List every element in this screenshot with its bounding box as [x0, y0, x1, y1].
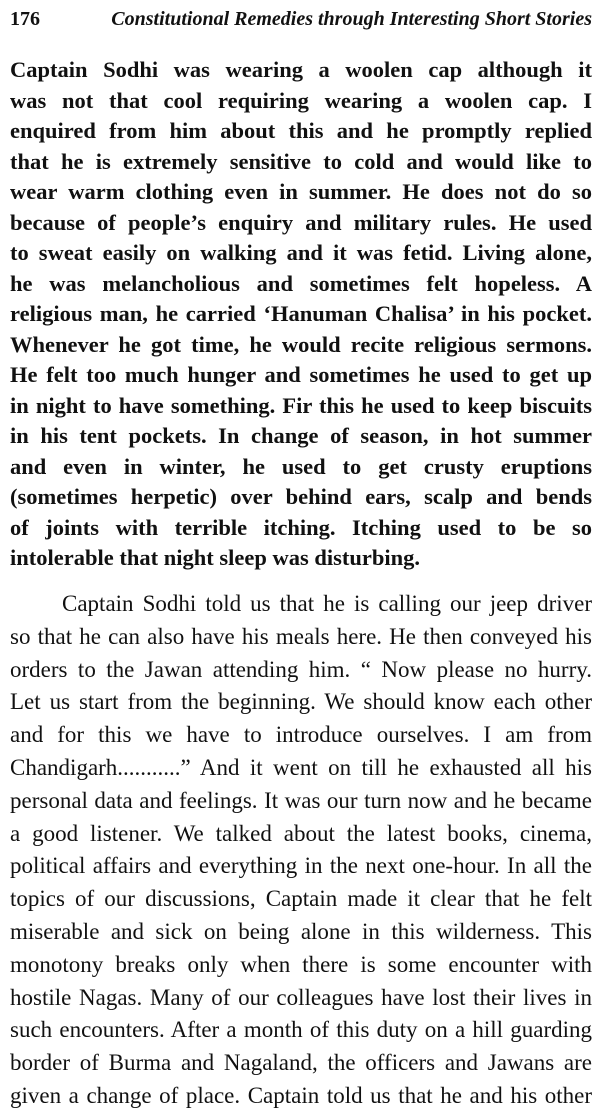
text-line: political affairs and everything in the next one-hour. In all the — [10, 853, 592, 879]
text-line: enquired from him about this and he promptly replied — [10, 118, 592, 143]
text-line: to sweat easily on walking and it was fetid. Living alone, — [10, 240, 592, 265]
text-line: was not that cool requiring wearing a woolen cap. I — [10, 87, 592, 113]
text-line: wear warm clothing even in summer. He does not do so — [10, 179, 592, 204]
text-line: topics of our discussions, Captain made it clear that he felt — [10, 886, 592, 912]
text-line: border of Burma and Nagaland, the officers and Jawans are — [10, 1050, 592, 1076]
text-line: religious man, he carried ‘Hanuman Chalisa’ in his pocket. — [10, 301, 592, 326]
text-line: Whenever he got time, he would recite religious sermons. — [10, 331, 592, 357]
text-line: such encounters. After a month of this duty on a hill guarding — [10, 1017, 592, 1043]
running-header — [10, 6, 592, 32]
text-line: Captain Sodhi told us that he is calling our jeep driver — [62, 591, 592, 616]
text-line: Let us start from the beginning. We should know each other — [10, 689, 592, 715]
text-line: He felt too much hunger and sometimes he used to get up — [10, 362, 592, 387]
text-line: so that he can also have his meals here. He then conveyed his — [10, 623, 592, 649]
text-line: given a change of place. Captain told us that he and his other — [10, 1082, 592, 1108]
text-line: (sometimes herpetic) over behind ears, scalp and bends — [10, 484, 592, 509]
text-line: Chandigarh...........” And it went on till he exhausted all his — [10, 754, 592, 780]
text-line: of joints with terrible itching. Itching used to be so — [10, 514, 592, 540]
text-line: because of people’s enquiry and military rules. He used — [10, 209, 592, 235]
page-number: 176 — [10, 8, 40, 30]
text-line: and even in winter, he used to get crusty eruptions — [10, 453, 592, 479]
text-line: he was melancholious and sometimes felt hopeless. A — [10, 270, 592, 296]
text-line: intolerable that night sleep was disturbing. — [10, 545, 421, 570]
text-line: in his tent pockets. In change of season, in hot summer — [10, 423, 592, 448]
text-line: a good listener. We talked about the latest books, cinema, — [10, 820, 592, 846]
text-line: and for this we have to introduce ourselves. I am from — [10, 722, 592, 748]
text-line: orders to the Jawan attending him. “ Now please no hurry. — [10, 656, 592, 682]
text-line: personal data and feelings. It was our turn now and he became — [10, 787, 592, 813]
running-title: Constitutional Remedies through Interesting Short Stories — [111, 8, 592, 30]
text-line: Captain Sodhi was wearing a woolen cap although it — [10, 57, 592, 82]
text-line: in night to have something. Fir this he used to keep biscuits — [10, 392, 592, 418]
text-line: miserable and sick on being alone in this wilderness. This — [10, 918, 592, 944]
text-line: that he is extremely sensitive to cold and would like to — [10, 148, 592, 174]
body-paragraph — [10, 588, 592, 1113]
bold-paragraph — [10, 55, 592, 574]
text-line: monotony breaks only when there is some encounter with — [10, 951, 592, 977]
text-line: hostile Nagas. Many of our colleagues have lost their lives in — [10, 984, 592, 1010]
